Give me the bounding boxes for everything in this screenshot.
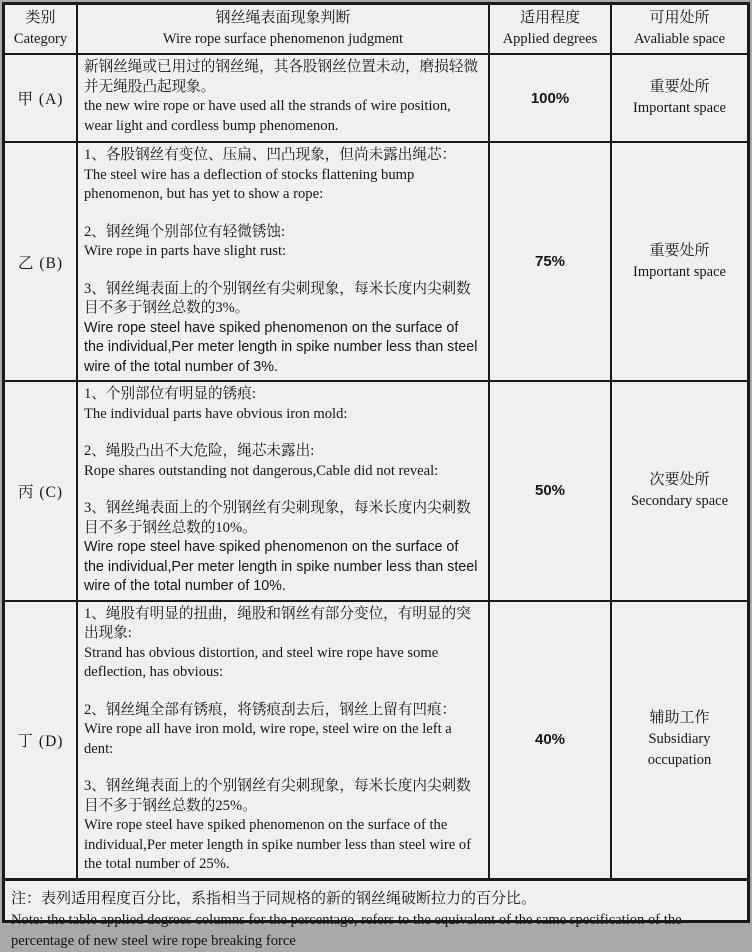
table-row-c	[5, 381, 747, 601]
header-judgment	[77, 5, 489, 54]
header-applied-en: Applied degrees	[502, 31, 598, 47]
document-page	[2, 2, 750, 949]
judgment-line: 2、钢丝绳个别部位有轻微锈蚀:	[84, 223, 286, 240]
space-en: Subsidiary occupation	[647, 731, 712, 768]
judgment-line: 1、各股钢丝有变位、压扁、凹凸现象，但尚未露出绳芯： The steel wire has a deflection of stocks flattening bump phenomenon, but has yet to show a rope:	[84, 147, 457, 202]
applied-degree-cell: 50%	[489, 381, 611, 601]
judgment-line: 3、钢丝绳表面上的个别钢丝有尖刺现象，每米长度内尖刺数目不多于钢丝总数的25%。	[84, 778, 471, 814]
category-cell: 甲 (A)	[5, 54, 77, 142]
judgment-line: 1、绳股有明显的扭曲，绳股和钢丝有部分变位，有明显的突出现象:	[84, 605, 471, 641]
space-zh: 重要处所	[649, 79, 710, 95]
judgment-line: 2、绳股凸出不大危险，绳芯未露出:	[84, 443, 315, 459]
header-category-zh: 类别	[25, 10, 56, 26]
applied-degree-cell: 100%	[489, 54, 611, 142]
header-applied-degrees	[489, 5, 611, 54]
applied-degree-cell: 40%	[489, 601, 611, 880]
space-cell	[611, 381, 747, 601]
judgment-line: Wire rope steel have spiked phenomenon on the surface of the individual,Per meter length in spike number less than steel wire of the total number of 10%.	[84, 539, 478, 594]
header-judgment-en: Wire rope surface phenomenon judgment	[162, 31, 404, 47]
judgment-line: The individual parts have obvious iron mold:	[84, 405, 348, 422]
space-en: Important space	[632, 263, 726, 280]
footnote-en: Note: the table applied degrees columns for the percentage, refers to the equivalent of the same specification of the percentage of new steel wire rope breaking force	[11, 911, 682, 949]
judgment-line: 1、个别部位有明显的锈痕:	[84, 386, 256, 402]
category-cell: 乙 (B)	[5, 142, 77, 381]
header-space-zh: 可用处所	[649, 10, 710, 26]
space-cell	[611, 601, 747, 880]
space-zh: 重要处所	[649, 242, 710, 259]
judgment-line: Rope shares outstanding not dangerous,Cable did not reveal:	[84, 462, 439, 479]
judgment-line: the new wire rope or have used all the strands of wire position, wear light and cordless bump phenomenon.	[84, 98, 451, 134]
judgment-cell	[77, 54, 489, 142]
space-zh: 次要处所	[649, 471, 710, 488]
judgment-line: 新钢丝绳或已用过的钢丝绳，其各股钢丝位置未动，磨损轻微并无绳股凸起现象。	[84, 59, 479, 95]
judgment-cell	[77, 381, 489, 601]
table-row-b	[5, 142, 747, 381]
table-row-a	[5, 54, 747, 142]
header-category	[5, 5, 77, 54]
space-en: Secondary space	[630, 492, 729, 509]
table-row-d	[5, 601, 747, 880]
judgment-line: Wire rope steel have spiked phenomenon on the surface of the individual,Per meter length in spike number less than steel wire of the total number of 3%.	[84, 319, 478, 375]
space-cell	[611, 142, 747, 381]
header-row	[5, 5, 747, 54]
header-applied-zh: 适用程度	[519, 10, 580, 26]
header-space-en: Avaliable space	[633, 31, 726, 47]
header-judgment-zh: 钢丝绳表面现象判断	[215, 10, 351, 26]
judgment-line: Wire rope in parts have slight rust:	[84, 243, 287, 259]
judgment-cell	[77, 142, 489, 381]
judgment-line: 3、钢丝绳表面上的个别钢丝有尖刺现象，每米长度内尖刺数目不多于钢丝总数的10%。	[84, 500, 471, 536]
applied-degree-cell: 75%	[489, 142, 611, 381]
judgment-line: Strand has obvious distortion, and steel wire rope have some deflection, has obvious:	[84, 644, 439, 680]
judgment-line: 3、钢丝绳表面上的个别钢丝有尖刺现象，每米长度内尖刺数目不多于钢丝总数的3%。	[84, 280, 471, 316]
space-cell	[611, 54, 747, 142]
space-zh: 辅助工作	[649, 710, 710, 726]
judgment-line: 2、钢丝绳全部有锈痕，将锈痕刮去后，钢丝上留有凹痕： Wire rope all have iron mold, wire rope, steel wire on the left a dent:	[84, 701, 457, 757]
header-available-space	[611, 5, 747, 54]
header-category-en: Category	[13, 31, 68, 47]
category-cell: 丁 (D)	[5, 601, 77, 880]
judgment-cell	[77, 601, 489, 880]
space-en: Important space	[632, 100, 726, 116]
footnote-zh: 注：表列适用程度百分比，系指相当于同规格的新的钢丝绳破断拉力的百分比。	[11, 890, 537, 907]
wire-rope-table	[5, 5, 747, 881]
judgment-line: Wire rope steel have spiked phenomenon on the surface of the individual,Per meter length in spike number less than steel wire of the total number of 25%.	[84, 817, 472, 872]
footnote	[5, 881, 747, 952]
category-cell: 丙 (C)	[5, 381, 77, 601]
